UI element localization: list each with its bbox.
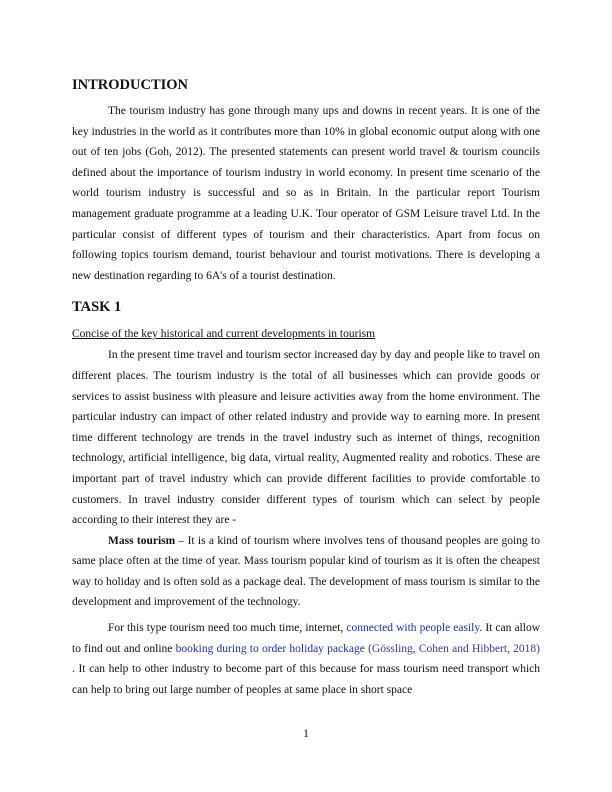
task1-heading: TASK 1 bbox=[72, 299, 122, 316]
p3-text-4: . It can help to other industry to become part of this because for mass tourism need transport which can help to bring out large number of peoples at same place in short space bbox=[72, 663, 540, 696]
mass-tourism-paragraph bbox=[72, 531, 540, 613]
task1-paragraph-1: In the present time travel and tourism sector increased day by day and people like to travel on different places. The tourism industry is the total of all businesses which can provide goods or services to assist business with pleasure and leisure activities away from the home environment. The particular industry can impact of other related industry and provide way to earning more. In present time different technology are trends in the travel industry such as internet of things, recognition technology, artificial intelligence, big data, virtual reality, Augmented reality and robotics. These are important part of travel industry which can provide different facilities to provide comfortable to customers. In travel industry consider different types of tourism which can select by people according to their interest they are - bbox=[72, 349, 540, 527]
mass-tourism-text: – It is a kind of tourism where involves tens of thousand peoples are going to same place often at the time of year. Mass tourism popular kind of tourism as it is often the cheapest way to holiday and is often sold as a package deal. The development of mass tourism is similar to the development and improvement of the technology. bbox=[72, 534, 540, 609]
p3-text-1: For this type tourism need too much time, internet, bbox=[108, 622, 347, 635]
task1-paragraph-3 bbox=[72, 618, 540, 700]
introduction-heading: INTRODUCTION bbox=[72, 77, 189, 93]
page-content bbox=[72, 76, 540, 700]
page-number: 1 bbox=[303, 728, 309, 740]
introduction-paragraph: The tourism industry has gone through many ups and downs in recent years. It is one of the key industries in the world as it contributes more than 10% in global economic output along with one out of ten jobs (Goh, 2012). The presented statements can present world travel & tourism councils defined about the importance of tourism industry in world economy. In present time scenario of the world tourism industry is successful and so as in Britain. In the particular report Tourism management graduate programme at a leading U.K. Tour operator of GSM Leisure travel Ltd. In the particular consist of different types of tourism and their characteristics. Apart from focus on following topics tourism demand, tourist behaviour and tourist motivations. There is developing a new destination regarding to 6A's of a tourist destination. bbox=[72, 105, 540, 282]
booking-link-text: booking during to order holiday package bbox=[175, 642, 365, 655]
connected-people-link-text: connected with people easily bbox=[346, 622, 480, 635]
citation-gossling: (Gössling, Cohen and Hibbert, 2018) bbox=[368, 642, 541, 655]
task1-subheading: Concise of the key historical and current developments in tourism bbox=[72, 328, 376, 341]
p3-text-2: . It can allow to find out and online bbox=[72, 622, 540, 655]
mass-tourism-term: Mass tourism bbox=[108, 534, 176, 547]
